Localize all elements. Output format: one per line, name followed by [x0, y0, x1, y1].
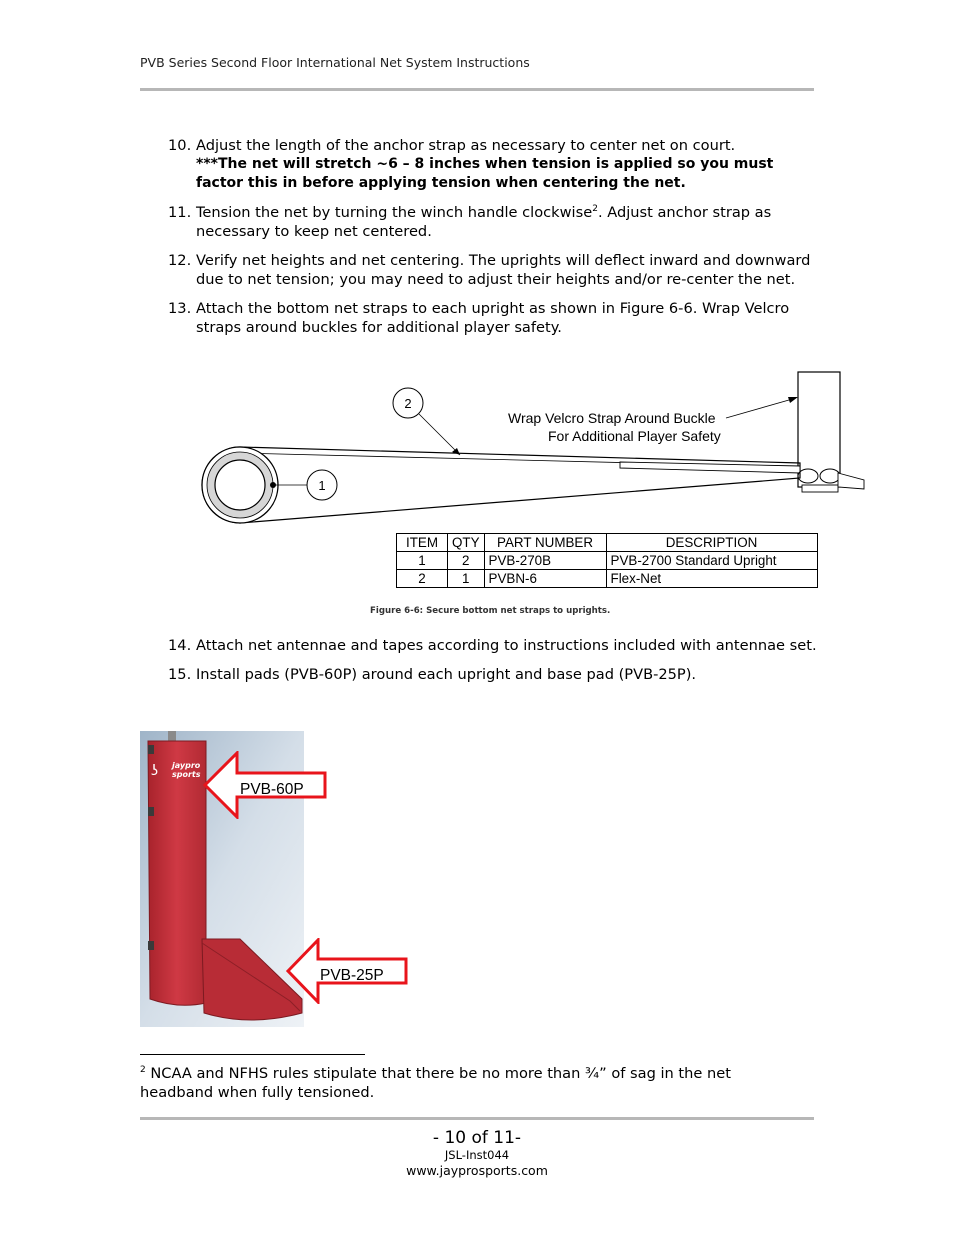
leader-dot-1 — [270, 482, 276, 488]
footer-rule — [140, 1117, 814, 1120]
table-cell: Flex-Net — [606, 570, 817, 588]
step-text: Attach the bottom net straps to each upright as shown in Figure 6-6. Wrap Velcro straps around buckles for additional player safety. — [196, 300, 790, 336]
label-pvb-25p: PVB-25P — [320, 967, 384, 984]
table-header-cell: QTY — [448, 534, 485, 552]
step-text: Tension the net by turning the winch handle clockwise$^2$. Adjust anchor strap as necessary to keep net centered. — [196, 204, 772, 240]
jaypro-logo-icon: ʖ — [151, 763, 159, 779]
step-text: Install pads (PVB-60P) around each upright and base pad (PVB-25P). — [196, 666, 697, 683]
page-number: - 10 of 11- — [432, 1128, 522, 1148]
table-cell: 2 — [397, 570, 448, 588]
parts-table — [396, 533, 818, 588]
table-row — [397, 552, 818, 570]
velcro-strap — [620, 462, 800, 473]
arrow-pvb-60p — [203, 751, 327, 819]
page-header-title: PVB Series Second Floor International Net System Instructions — [140, 55, 530, 70]
step-number: 13. — [168, 300, 192, 317]
step-10 — [168, 136, 818, 193]
step-number: 12. — [168, 252, 192, 269]
step-text: Adjust the length of the anchor strap as necessary to center net on court. — [196, 137, 736, 154]
annotation-arrowhead — [788, 397, 798, 403]
table-row — [397, 570, 818, 588]
instruction-list-bottom — [168, 636, 818, 694]
leader-arrowhead-2 — [452, 448, 460, 455]
footnote-rule — [140, 1054, 365, 1055]
table-cell: PVB-270B — [484, 552, 606, 570]
upright-pad — [148, 741, 206, 1005]
table-header-cell: PART NUMBER — [484, 534, 606, 552]
callout-number-2: 2 — [404, 396, 412, 411]
table-cell: 1 — [448, 570, 485, 588]
table-header-row — [397, 534, 818, 552]
header-rule — [140, 88, 814, 91]
footnote-ref[interactable]: 2 — [592, 204, 598, 215]
pad-fastener — [148, 807, 154, 816]
label-pvb-60p: PVB-60P — [240, 781, 304, 798]
footnote — [140, 1064, 780, 1102]
table-cell: PVB-2700 Standard Upright — [606, 552, 817, 570]
logo-text-2: sports — [172, 770, 201, 779]
step-14 — [168, 636, 818, 655]
website-link[interactable]: www.jayprosports.com — [406, 1163, 548, 1178]
net-strap-diagram — [190, 365, 870, 530]
step-number: 15. — [168, 666, 192, 683]
cable-core — [215, 460, 265, 510]
document-id: JSL-Inst044 — [444, 1148, 510, 1162]
table-cell: 1 — [397, 552, 448, 570]
logo-text-1: jaypro — [172, 761, 201, 770]
table-header-cell: ITEM — [397, 534, 448, 552]
annotation-line-2: For Additional Player Safety — [548, 428, 721, 444]
figure-caption: Figure 6-6: Secure bottom net straps to uprights. — [370, 606, 611, 616]
step-15 — [168, 665, 818, 684]
step-number: 10. — [168, 137, 192, 154]
step-number: 11. — [168, 204, 192, 221]
footnote-marker: 2 — [140, 1065, 146, 1076]
leader-line-2 — [419, 414, 460, 455]
step-warning-note: ***The net will stretch ~6 – 8 inches when tension is applied so you must factor this in before applying tension when centering the net. — [196, 156, 774, 191]
step-text: Verify net heights and net centering. The uprights will deflect inward and downward due to net tension; you may need to adjust their heights and/or re-center the net. — [196, 252, 811, 288]
table-header-cell: DESCRIPTION — [606, 534, 817, 552]
step-text: Attach net antennae and tapes according to instructions included with antennae set. — [196, 637, 817, 654]
step-13 — [168, 299, 818, 337]
callout-number-1: 1 — [318, 478, 326, 493]
step-12 — [168, 251, 818, 289]
step-number: 14. — [168, 637, 192, 654]
footnote-text: NCAA and NFHS rules stipulate that there be no more than ¾” of sag in the net headband when fully tensioned. — [140, 1065, 731, 1101]
pad-fastener — [148, 941, 154, 950]
table-cell: PVBN-6 — [484, 570, 606, 588]
instruction-list-top — [168, 136, 818, 347]
arrow-pvb-25p — [286, 938, 408, 1004]
annotation-line-1: Wrap Velcro Strap Around Buckle — [508, 410, 716, 426]
pad-fastener — [148, 745, 154, 754]
step-11 — [168, 203, 818, 241]
table-cell: 2 — [448, 552, 485, 570]
annotation-leader — [726, 398, 796, 418]
